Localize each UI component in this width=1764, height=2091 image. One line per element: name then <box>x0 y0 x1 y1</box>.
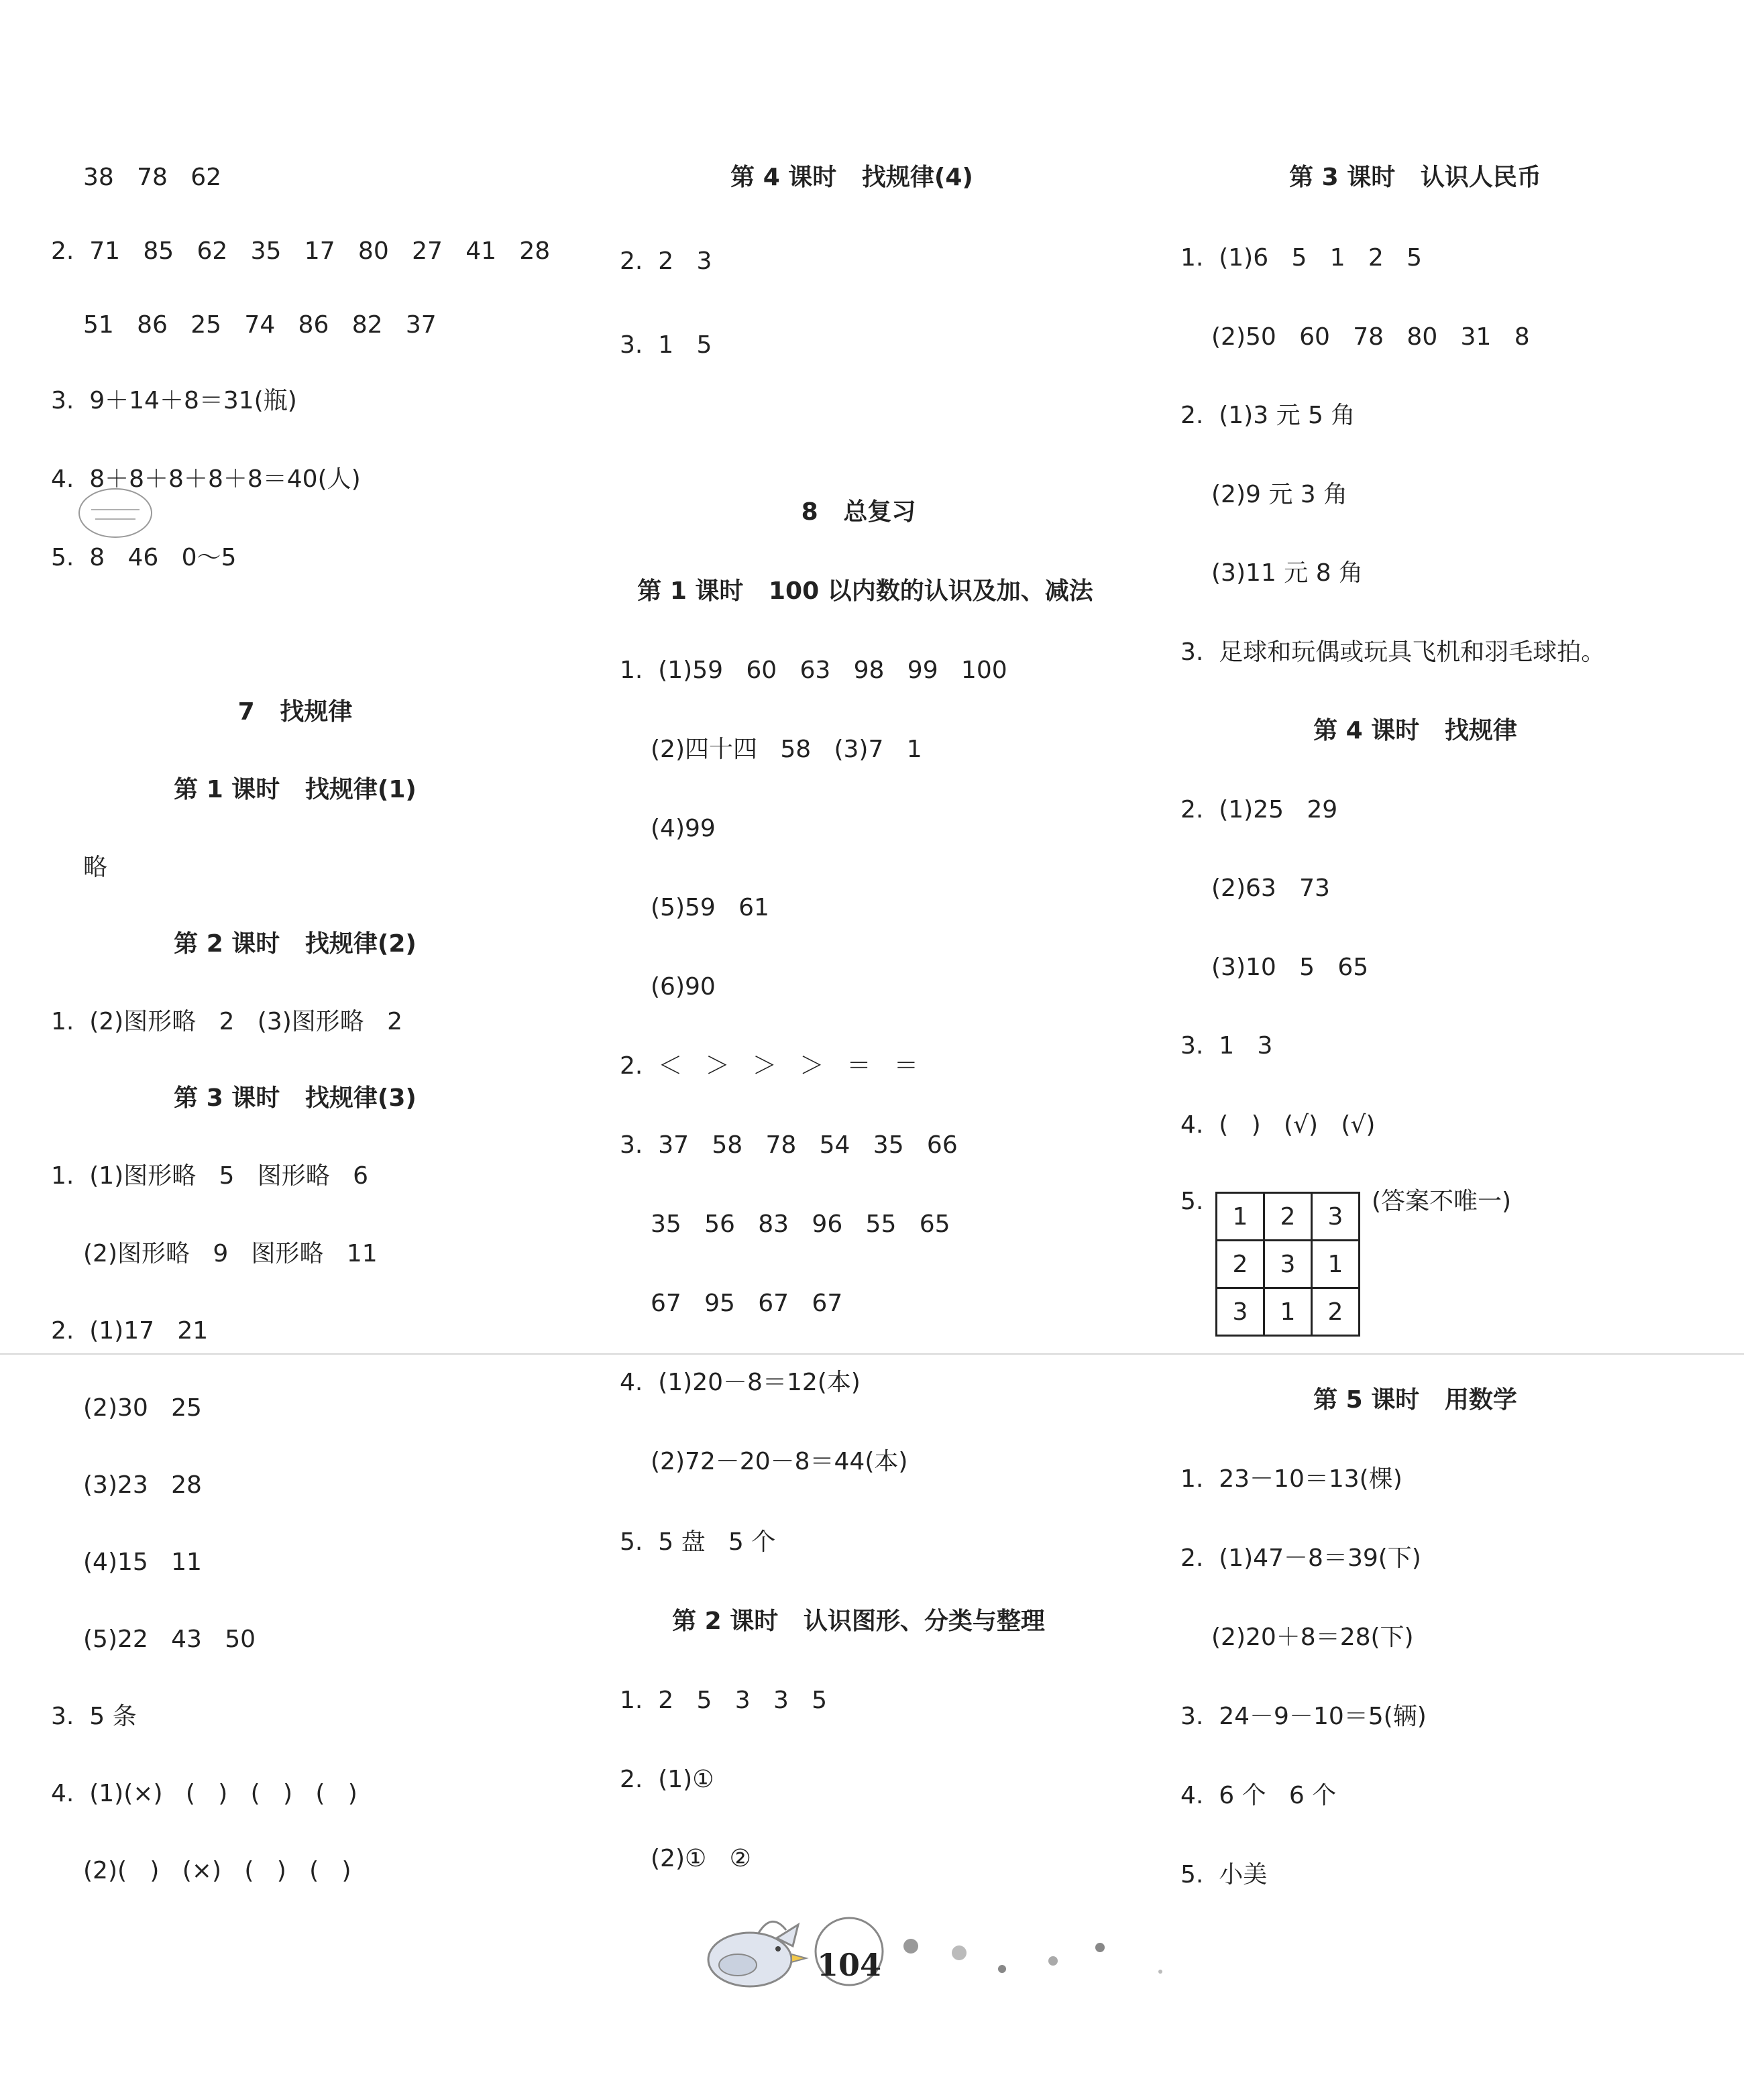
c2-lesson-2-title: 第 2 课时 认识图形、分类与整理 <box>672 1607 1045 1635</box>
c2-lesson-1-title: 第 1 课时 100 以内数的认识及加、减法 <box>637 577 1093 605</box>
c3-lesson-3-title: 第 3 课时 认识人民币 <box>1289 164 1541 191</box>
c1-line-20: 3. 5 条 <box>51 1703 137 1730</box>
grid-cell: 2 <box>1217 1241 1264 1288</box>
c2-line-15: 4. (1)20－8＝12(本) <box>620 1369 861 1396</box>
bird-footer-icon <box>698 1905 1180 1998</box>
grid-row <box>1217 1193 1360 1241</box>
c2-line-7: (2)四十四 58 (3)7 1 <box>651 736 922 763</box>
stamp-mark-icon <box>75 483 156 543</box>
c1-line-15: 2. (1)17 21 <box>51 1317 209 1345</box>
c3-line-3: (2)50 60 78 80 31 8 <box>1211 323 1530 351</box>
c3-line-12: 3. 1 3 <box>1180 1032 1273 1060</box>
grid-cell: 3 <box>1312 1193 1360 1241</box>
grid-cell: 2 <box>1264 1193 1312 1241</box>
c2-line-11: 2. ＜ ＞ ＞ ＞ ＝ ＝ <box>620 1052 918 1080</box>
c1-line-14: (2)图形略 9 图形略 11 <box>83 1240 378 1267</box>
c1-line-17: (3)23 28 <box>83 1471 202 1499</box>
c3-line-20: 3. 24－9－10＝5(辆) <box>1180 1703 1427 1730</box>
grid-row <box>1217 1288 1360 1336</box>
c1-line-9: 略 <box>83 854 108 881</box>
c3-line-17: 1. 23－10＝13(棵) <box>1180 1465 1402 1493</box>
c1-line-11: 1. (2)图形略 2 (3)图形略 2 <box>51 1008 403 1035</box>
c3-line-19: (2)20＋8＝28(下) <box>1211 1624 1414 1651</box>
c1-line-4: 3. 9＋14＋8＝31(瓶) <box>51 387 297 414</box>
chapter-7-title: 7 找规律 <box>237 698 353 726</box>
c2-line-17: 5. 5 盘 5 个 <box>620 1528 776 1556</box>
c3-line-14: 5. <box>1180 1188 1204 1215</box>
c2-line-13: 35 56 83 96 55 65 <box>651 1210 950 1238</box>
c2-line-3: 3. 1 5 <box>620 331 712 359</box>
c2-line-20: 2. (1)① <box>620 1766 714 1793</box>
page-number: 104 <box>816 1947 882 1983</box>
c3-line-21: 4. 6 个 6 个 <box>1180 1782 1337 1809</box>
grid-cell: 2 <box>1312 1288 1360 1336</box>
page-divider <box>0 1353 1744 1355</box>
c1-line-21: 4. (1)(×) ( ) ( ) ( ) <box>51 1780 357 1807</box>
c1-line-18: (4)15 11 <box>83 1548 202 1576</box>
c3-line-7: 3. 足球和玩偶或玩具飞机和羽毛球拍。 <box>1180 638 1606 666</box>
c3-line-22: 5. 小美 <box>1180 1861 1268 1888</box>
grid-cell: 1 <box>1217 1193 1264 1241</box>
c2-line-10: (6)90 <box>651 973 716 1001</box>
c2-line-8: (4)99 <box>651 815 716 842</box>
c1-line-19: (5)22 43 50 <box>83 1626 256 1653</box>
c1-line-13: 1. (1)图形略 5 图形略 6 <box>51 1162 369 1190</box>
c3-line-4: 2. (1)3 元 5 角 <box>1180 402 1356 429</box>
c3-line-6: (3)11 元 8 角 <box>1211 559 1364 587</box>
c2-line-6: 1. (1)59 60 63 98 99 100 <box>620 657 1007 684</box>
c1-line-5: 4. 8＋8＋8＋8＋8＝40(人) <box>51 465 361 493</box>
c2-line-12: 3. 37 58 78 54 35 66 <box>620 1131 958 1159</box>
c2-line-9: (5)59 61 <box>651 894 769 921</box>
c1-line-2: 2. 71 85 62 35 17 80 27 41 28 <box>51 237 551 265</box>
c3-line-10: (2)63 73 <box>1211 874 1330 902</box>
c3-line-9: 2. (1)25 29 <box>1180 796 1338 824</box>
grid-cell: 3 <box>1264 1241 1312 1288</box>
c3-lesson-5-title: 第 5 课时 用数学 <box>1313 1386 1517 1414</box>
c1-line-6: 5. 8 46 0～5 <box>51 544 237 571</box>
chapter-8-title: 8 总复习 <box>801 498 916 526</box>
grid-cell: 1 <box>1264 1288 1312 1336</box>
c2-line-16: (2)72－20－8＝44(本) <box>651 1448 908 1475</box>
c3-line-18: 2. (1)47－8＝39(下) <box>1180 1544 1421 1572</box>
grid-row <box>1217 1241 1360 1288</box>
lesson-2-title: 第 2 课时 找规律(2) <box>174 930 417 958</box>
lesson-1-title: 第 1 课时 找规律(1) <box>174 776 417 803</box>
c2-line-19: 1. 2 5 3 3 5 <box>620 1687 828 1714</box>
grid-cell: 3 <box>1217 1288 1264 1336</box>
c3-note: (答案不唯一) <box>1372 1188 1512 1215</box>
lesson-3-title: 第 3 课时 找规律(3) <box>174 1084 417 1112</box>
c2-line-21: (2)① ② <box>651 1845 751 1872</box>
c3-line-11: (3)10 5 65 <box>1211 954 1369 981</box>
c3-line-13: 4. ( ) (√) (√) <box>1180 1111 1376 1139</box>
c2-line-2: 2. 2 3 <box>620 247 712 275</box>
c1-line-3: 51 86 25 74 86 82 37 <box>83 311 437 339</box>
grid-cell: 1 <box>1312 1241 1360 1288</box>
c2-line-14: 67 95 67 67 <box>651 1290 843 1317</box>
number-grid <box>1215 1192 1360 1337</box>
c2-lesson-4-title: 第 4 课时 找规律(4) <box>730 164 973 191</box>
c1-line-22: (2)( ) (×) ( ) ( ) <box>83 1857 351 1884</box>
c3-lesson-4-title: 第 4 课时 找规律 <box>1313 717 1517 744</box>
c1-line-16: (2)30 25 <box>83 1394 202 1422</box>
c3-line-2: 1. (1)6 5 1 2 5 <box>1180 244 1423 272</box>
c3-line-5: (2)9 元 3 角 <box>1211 481 1348 508</box>
c1-line-1: 38 78 62 <box>83 164 222 191</box>
